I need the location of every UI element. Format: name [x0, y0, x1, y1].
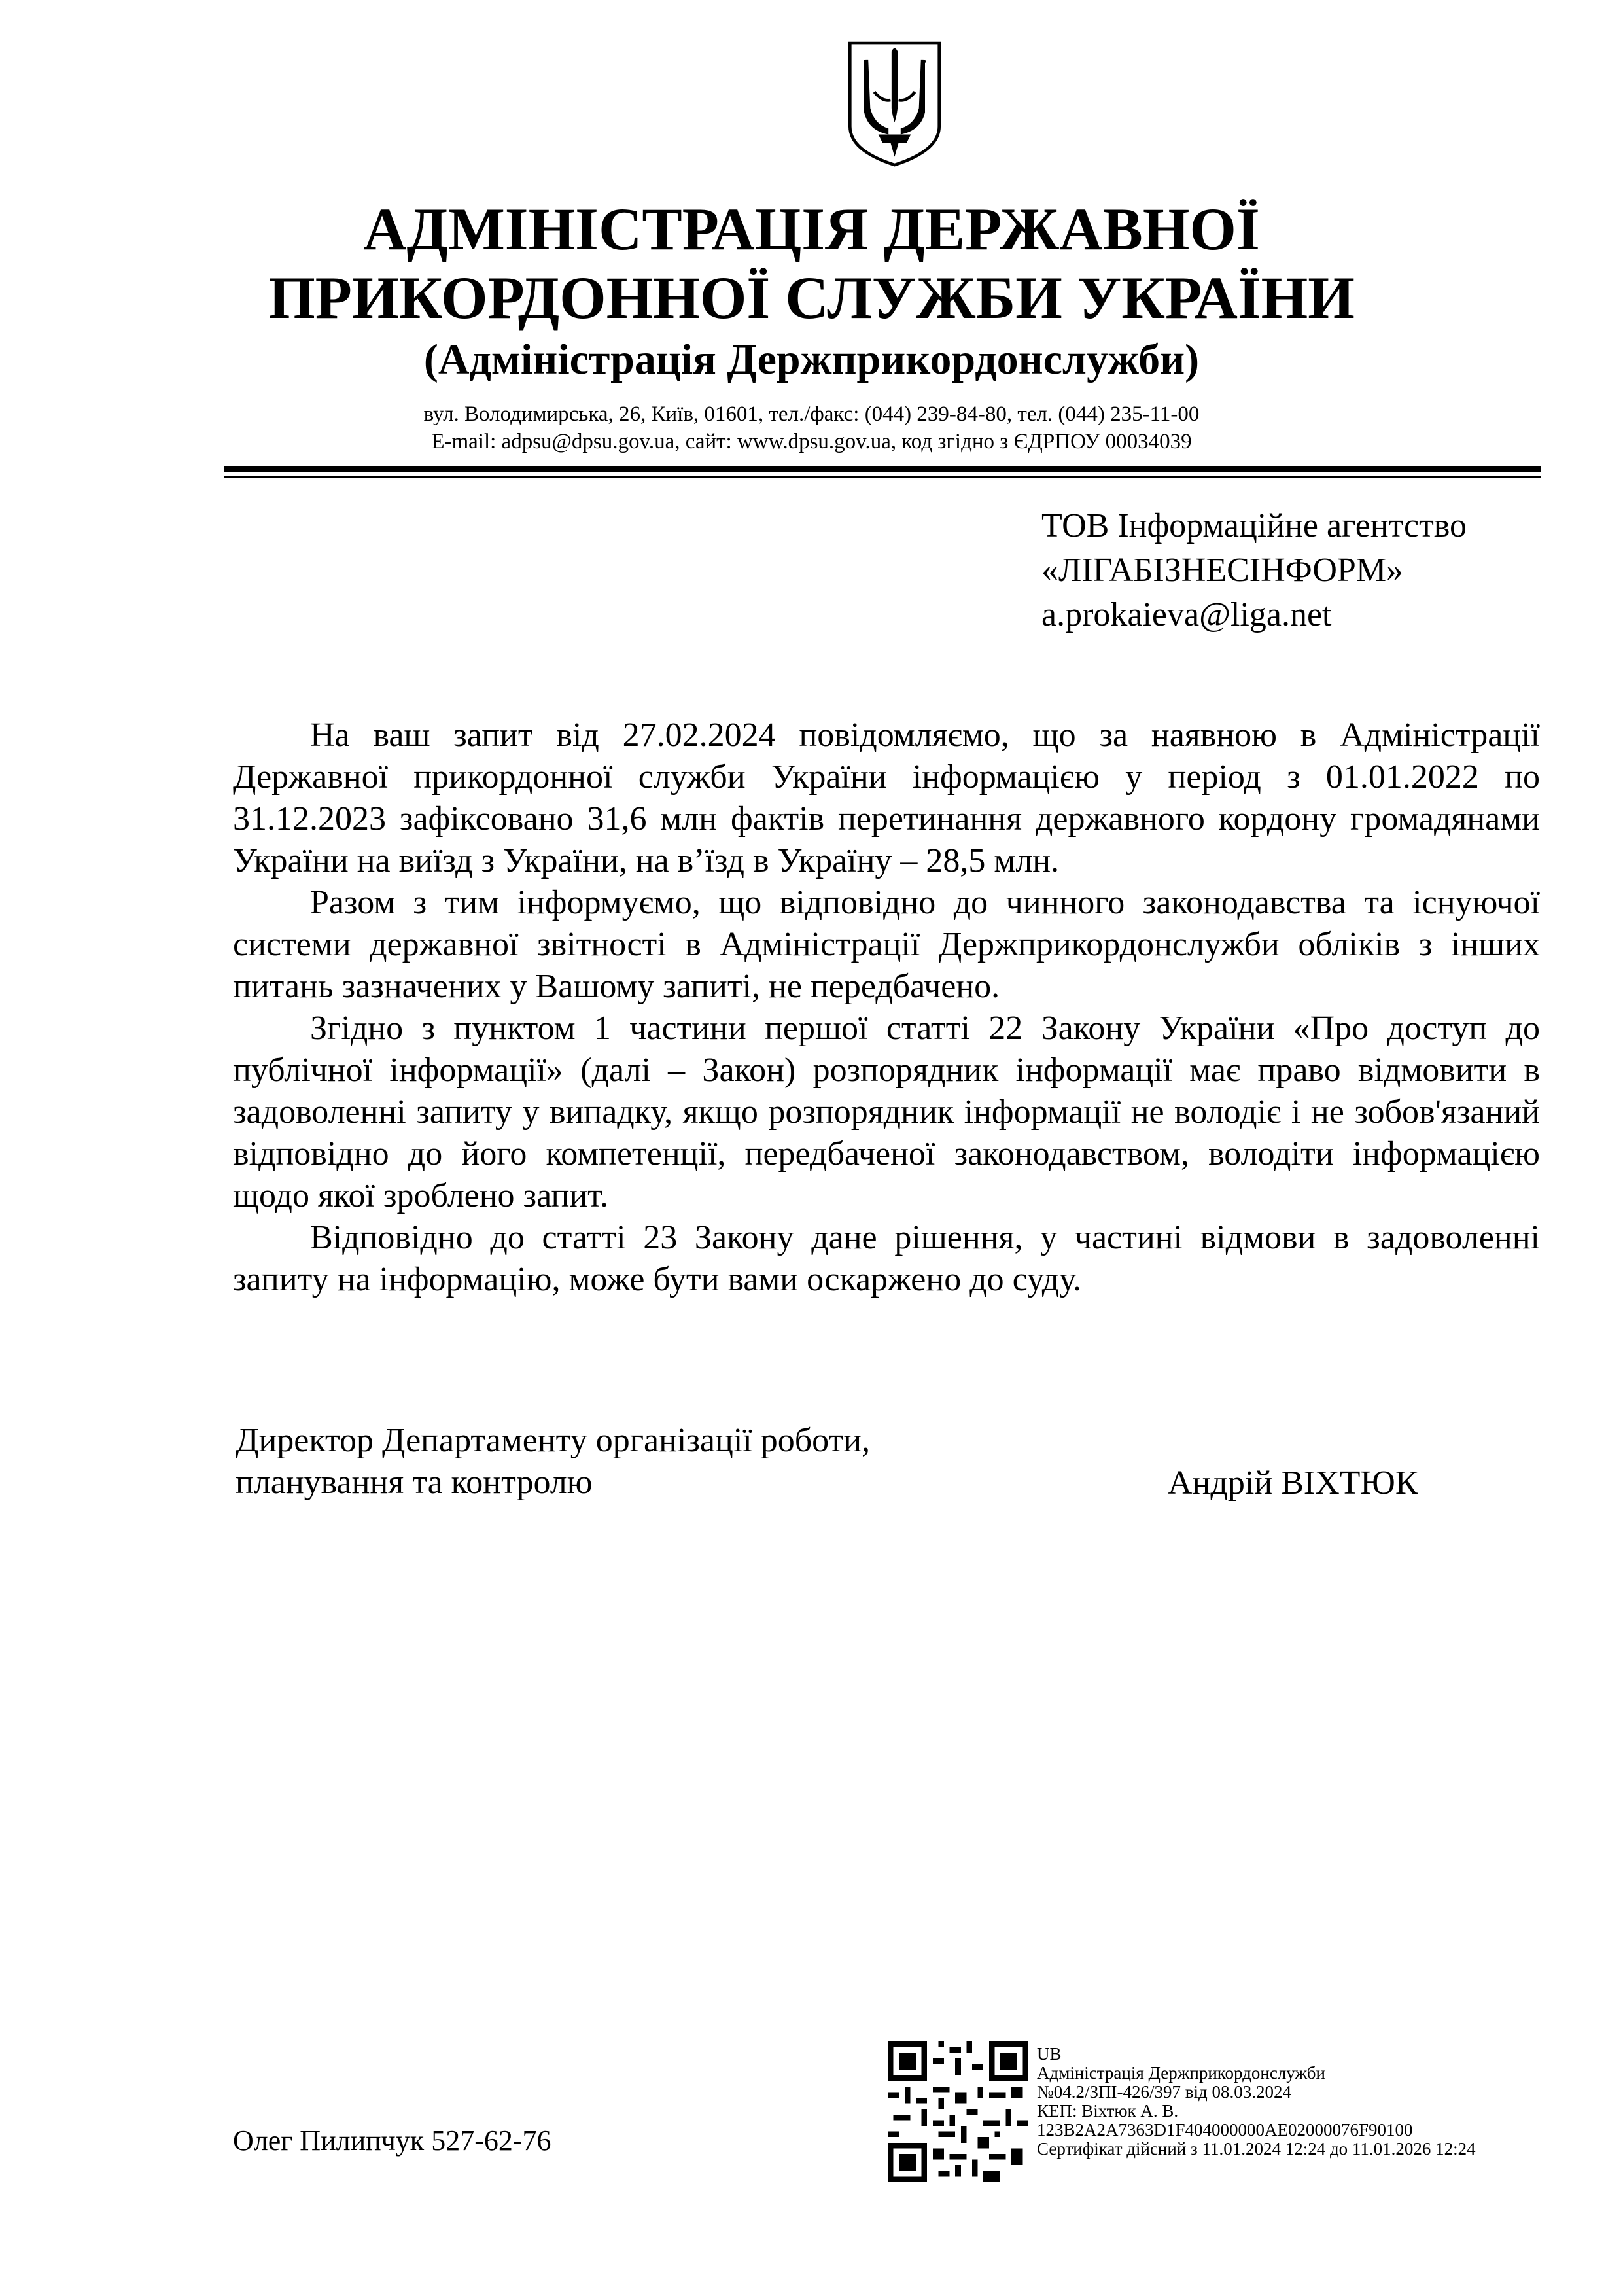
body-paragraph: На ваш запит від 27.02.2024 повідомляємо, що за наявною в Адміністрації Державної прикордонної служби України інформацією у період з 01.01.2022 по 31.12.2023 зафіксовано 31,6 млн фактів перетинання державного кордону громадянами України на виїзд з України, на в’їзд в Україну – 28,5 млн.	[233, 716, 1540, 879]
body-paragraph: Згідно з пунктом 1 частини першої статті 22 Закону України «Про доступ до публічної інформації» (далі – Закон) розпорядник інформації має право відмовити в задоволенні запиту у випадку, якщо розпорядник інформації не володіє і не зобов'язаний відповідно до його компетенції, передбаченої законодавством, володіти інформацією щодо якої зроблено запит.	[233, 1010, 1540, 1214]
executor-contact: Олег Пилипчук 527-62-76	[233, 2125, 551, 2157]
stamp-line: Сертифікат дійсний з 11.01.2024 12:24 до 11.01.2026 12:24	[1037, 2139, 1476, 2159]
header-rule-thin	[224, 476, 1541, 478]
recipient-email: a.prokaieva@liga.net	[1041, 596, 1332, 633]
stamp-line: Адміністрація Держприкордонслужби	[1037, 2063, 1325, 2083]
signatory-name: Андрій ВІХТЮК	[1168, 1464, 1418, 1502]
body-paragraph: Разом з тим інформуємо, що відповідно до чинного законодавства та існуючої системи державної звітності в Адміністрації Держприкордонслужби обліків з інших питань зазначених у Вашому запиті, не передбачено.	[233, 884, 1540, 1005]
signatory-position	[236, 1420, 870, 1504]
header-rule-thick	[224, 466, 1541, 472]
stamp-line: UB	[1037, 2044, 1062, 2064]
stamp-line: 123B2A2A7363D1F404000000AE02000076F90100	[1037, 2120, 1413, 2140]
contact-line: E-mail: adpsu@dpsu.gov.ua, сайт: www.dpsu.gov.ua, код згідно з ЄДРПОУ 00034039	[431, 430, 1192, 453]
org-short-name: (Адміністрація Держприкордонслужби)	[423, 336, 1200, 383]
letter-body	[233, 715, 1540, 1301]
signatory-position-line1: Директор Департаменту організації роботи,	[236, 1422, 871, 1459]
stamp-line: №04.2/ЗПІ-426/397 від 08.03.2024	[1037, 2082, 1292, 2102]
trident-coat-of-arms-icon	[844, 36, 945, 170]
org-name-line2: ПРИКОРДОННОЇ СЛУЖБИ УКРАЇНИ	[268, 264, 1355, 331]
signatory-position-line2: планування та контролю	[236, 1464, 593, 1501]
address-line: вул. Володимирська, 26, Київ, 01601, тел./факс: (044) 239-84-80, тел. (044) 235-11-00	[423, 402, 1200, 426]
recipient-line2: «ЛІГАБІЗНЕСІНФОРМ»	[1041, 552, 1404, 589]
body-paragraph: Відповідно до статті 23 Закону дане рішення, у частині відмови в задоволенні запиту на інформацію, може бути вами оскаржено до суду.	[233, 1219, 1540, 1298]
qr-code-icon	[888, 2041, 1028, 2182]
stamp-line: КЕП: Віхтюк А. В.	[1037, 2101, 1179, 2121]
recipient-line1: ТОВ Інформаційне агентство	[1041, 507, 1467, 544]
org-name-line1: АДМІНІСТРАЦІЯ ДЕРЖАВНОЇ	[363, 196, 1260, 262]
electronic-signature-stamp	[1037, 2045, 1476, 2159]
